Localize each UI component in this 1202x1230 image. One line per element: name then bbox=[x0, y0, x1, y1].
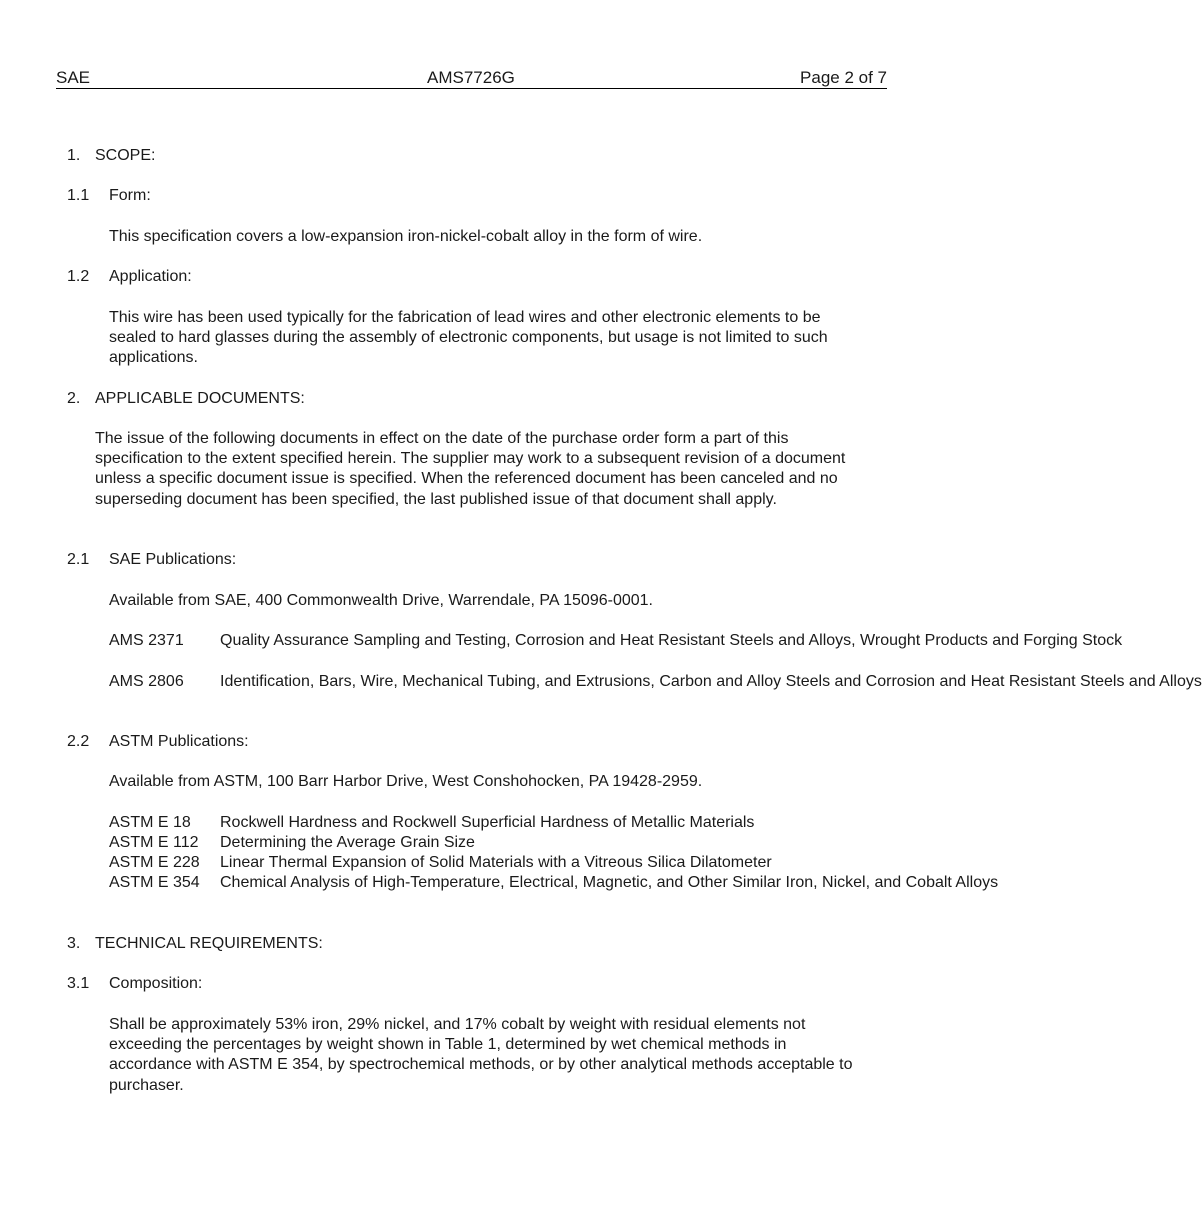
section-number: 3. bbox=[67, 935, 81, 952]
section-title: TECHNICAL REQUIREMENTS: bbox=[95, 935, 323, 952]
section-number: 1.2 bbox=[67, 268, 90, 285]
reference-code: ASTM E 112 bbox=[109, 834, 199, 851]
header-doc-id: AMS7726G bbox=[427, 68, 515, 87]
section-title: APPLICABLE DOCUMENTS: bbox=[95, 390, 305, 407]
section-number: 2.1 bbox=[67, 551, 90, 568]
header-org: SAE bbox=[56, 68, 91, 87]
section-title: SCOPE: bbox=[95, 147, 156, 164]
page-header bbox=[56, 68, 887, 89]
section-title: Application: bbox=[109, 268, 192, 285]
section-title: Form: bbox=[109, 187, 151, 204]
reference-row bbox=[0, 631, 1123, 673]
reference-title: Chemical Analysis of High-Temperature, Electrical, Magnetic, and Other Similar Iron, Nickel, and Cobalt Alloys bbox=[220, 874, 999, 891]
reference-row bbox=[0, 813, 950, 833]
reference-row bbox=[0, 853, 950, 873]
reference-code: ASTM E 354 bbox=[109, 874, 200, 891]
section-title: Composition: bbox=[109, 975, 203, 992]
reference-code: ASTM E 18 bbox=[109, 814, 191, 831]
section-number: 2.2 bbox=[67, 733, 90, 750]
section-number: 2. bbox=[67, 390, 81, 407]
reference-code: ASTM E 228 bbox=[109, 854, 200, 871]
reference-title: Linear Thermal Expansion of Solid Materials with a Vitreous Silica Dilatometer bbox=[220, 854, 772, 871]
section-title: SAE Publications: bbox=[109, 551, 237, 568]
reference-row bbox=[0, 672, 1202, 714]
reference-title: Determining the Average Grain Size bbox=[220, 834, 475, 851]
reference-code: AMS 2806 bbox=[109, 673, 184, 690]
section-number: 1.1 bbox=[67, 187, 90, 204]
section-3-1-text: Shall be approximately 53% iron, 29% nickel, and 17% cobalt by weight with residual elements not exceeding the percentages by weight shown in Table 1, determined by wet chemical methods in accordance with ASTM E 354, by spectrochemical methods, or by other analytical methods acceptable to purchaser. bbox=[109, 1016, 853, 1094]
astm-availability: Available from ASTM, 100 Barr Harbor Drive, West Conshohocken, PA 19428-2959. bbox=[109, 773, 703, 790]
sae-availability: Available from SAE, 400 Commonwealth Drive, Warrendale, PA 15096-0001. bbox=[109, 592, 653, 609]
header-page-number: Page 2 of 7 bbox=[800, 68, 887, 87]
reference-title: Identification, Bars, Wire, Mechanical Tubing, and Extrusions, Carbon and Alloy Steels and Corrosion and Heat Resistant Steels and Alloys bbox=[220, 673, 1202, 690]
reference-row bbox=[0, 833, 950, 853]
section-number: 1. bbox=[67, 147, 81, 164]
reference-title: Quality Assurance Sampling and Testing, Corrosion and Heat Resistant Steels and Alloys, Wrought Products and Forging Stock bbox=[220, 632, 1123, 649]
reference-title: Rockwell Hardness and Rockwell Superficial Hardness of Metallic Materials bbox=[220, 814, 755, 831]
section-number: 3.1 bbox=[67, 975, 90, 992]
section-title: ASTM Publications: bbox=[109, 733, 249, 750]
section-1-2-text: This wire has been used typically for the fabrication of lead wires and other electronic elements to be sealed to hard glasses during the assembly of electronic components, but usage is not limited to such applications. bbox=[109, 309, 828, 367]
section-2-text: The issue of the following documents in effect on the date of the purchase order form a part of this specification to the extent specified herein. The supplier may work to a subsequent revision of a document unless a specific document issue is specified. When the referenced document has been canceled and no superseding document has been specified, the last published issue of that document shall apply. bbox=[95, 430, 846, 508]
reference-row bbox=[0, 873, 999, 915]
reference-code: AMS 2371 bbox=[109, 632, 184, 649]
section-1-1-text: This specification covers a low-expansion iron-nickel-cobalt alloy in the form of wire. bbox=[109, 228, 703, 245]
